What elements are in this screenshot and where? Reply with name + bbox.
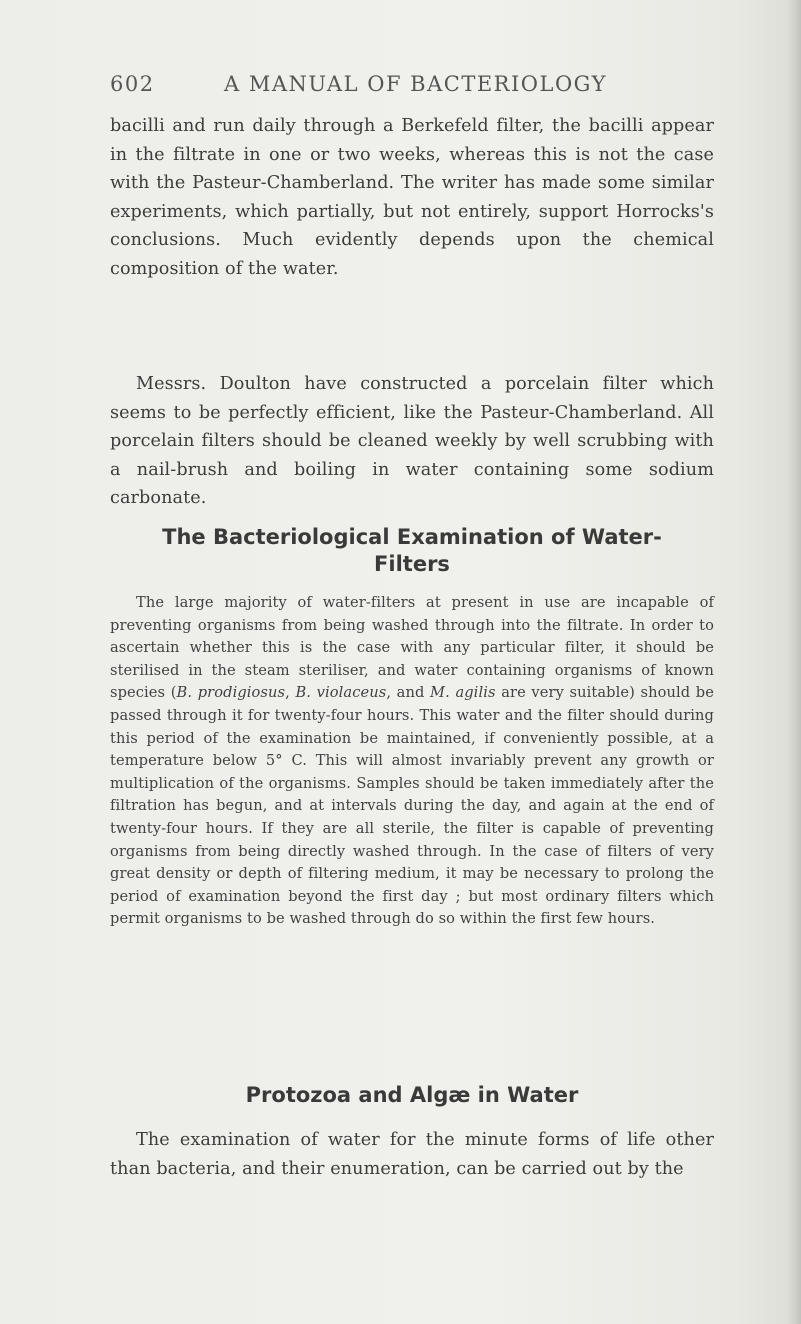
section-heading-protozoa-block (110, 1082, 714, 1109)
section-heading-filters-line1: The Bacteriological Examination of Water- (162, 525, 662, 549)
body-paragraph-doulton: Messrs. Doulton have constructed a porcelain filter which seems to be perfectly efficient, like the Pasteur-Chamberland. All porcelain filters should be cleaned weekly by well scrubbing with a nail-brush and boiling in water containing some sodium carbonate. (110, 374, 714, 509)
species-separator-1: , (285, 684, 296, 702)
protozoa-paragraph-block (110, 1126, 714, 1183)
paragraph-block-2 (110, 370, 714, 513)
species-separator-2: , and (386, 684, 431, 702)
running-header (110, 72, 712, 102)
species-agilis: M. agilis (430, 684, 496, 702)
paragraph-block-1 (110, 112, 714, 284)
page-number: 602 (110, 72, 155, 96)
filters-text-before-species: The large majority of water-filters at present in use are incapable of preventing organisms from being washed through into the filtrate. In order to ascertain whether this is the case with any particular filter, it should be sterilised in the steam steriliser, and water containing organisms of known species ( (110, 594, 714, 702)
protozoa-paragraph: The examination of water for the minute forms of life other than bacteria, and their enumeration, can be carried out by the (110, 1130, 714, 1179)
filters-paragraph-block (110, 592, 714, 931)
body-paragraph-continued: bacilli and run daily through a Berkefeld filter, the bacilli appear in the filtrate in one or two weeks, whereas this is not the case with the Pasteur-Chamberland. The writer has made some similar experiments, which partially, but not entirely, support Horrocks's conclusions. Much evidently depends upon the chemical composition of the water. (110, 116, 714, 279)
species-violaceus: B. violaceus (295, 684, 387, 702)
section-heading-filters-line2: Filters (374, 552, 450, 576)
filters-text-after-species: are very suitable) should be passed through it for twenty-four hours. This water and the filter should during this period of the examination be maintained, if conveniently possible, at a temperature below 5° C. This will almost invariably prevent any growth or multiplication of the organisms. Samples should be taken immediately after the filtration has begun, and at intervals during the day, and again at the end of twenty-four hours. If they are all sterile, the filter is capable of preventing organisms from being directly washed through. In the case of filters of very great density or depth of filtering medium, it may be necessary to prolong the period of examination beyond the first day ; but most ordinary filters which permit organisms to be washed through do so within the first few hours. (110, 684, 714, 928)
section-heading-filters-block (110, 524, 714, 578)
section-heading-protozoa: Protozoa and Algæ in Water (245, 1083, 579, 1107)
page-edge-shadow (787, 0, 801, 1324)
section-heading-filters (110, 524, 714, 578)
species-prodigiosus: B. prodigiosus (176, 684, 286, 702)
filters-paragraph (110, 592, 714, 931)
running-title: A MANUAL OF BACTERIOLOGY (224, 72, 607, 96)
